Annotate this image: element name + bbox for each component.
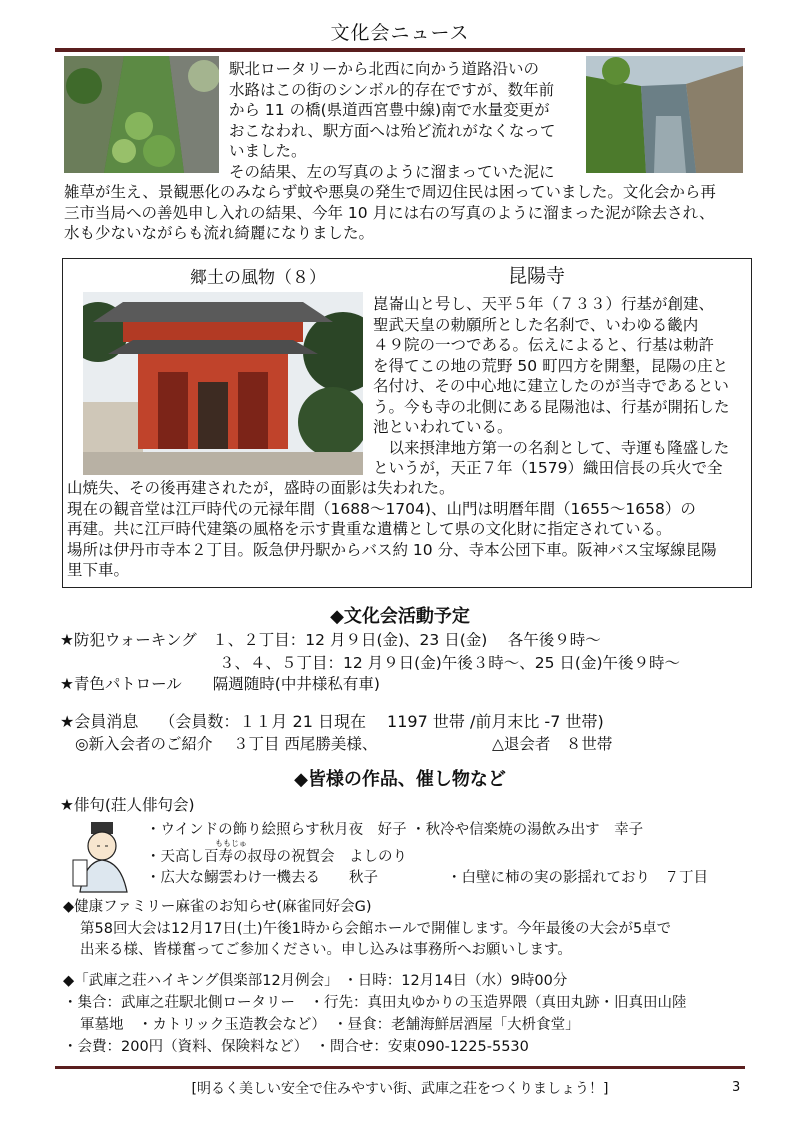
haiku-3: ・広大な鰯雲わけ一機去る 秋子 xyxy=(146,870,378,886)
patrol-walking-line-2: ３、４、５丁目：12 月９日(金)午後３時～、25 日(金)午後９時～ xyxy=(219,654,680,672)
canal-before-photo xyxy=(64,56,219,173)
news-paragraph-1: 駅北ロータリーから北西に向かう道路沿いの 水路はこの街のシンボル的存在ですが、数年前 から 11 の橋(県道西宮豊中線)南で水量変更が おこなわれ、駅方面へは殆ど流れがなくなって いました。 その結果、左の写真のように溜まっていた泥に xyxy=(229,60,556,181)
hiking-line-1: ◆「武庫之荘ハイキング倶楽部12月例会」 ・日時：12月14日（水）9時00分 xyxy=(63,973,568,989)
mahjong-line-2: 出来る様、皆様奮ってご参加ください。申し込みは事務所へお願いします。 xyxy=(80,942,572,958)
page-title: 文化会ニュース xyxy=(330,22,470,44)
blue-patrol-line: ★青色パトロール 隔週随時(中井様私有車) xyxy=(60,675,380,693)
works-heading: ◆皆様の作品、催し物など xyxy=(294,769,506,790)
hiking-line-2: ・集合：武庫之荘駅北側ロータリー ・行先：真田丸ゆかりの玉造界隈（真田丸跡・旧真田山陸 xyxy=(63,995,687,1011)
temple-text-1: 崑崙山と号し、天平５年（７３３）行基が創建、 聖武天皇の勅願所とした名刹で、いわゆる畿内 ４９院の一つである。伝えによると、行基は勅許 を得てこの地の荒野 50 町四方を開墾，昆陽の庄と 名付け、その中心地に建立したのが当寺であるとい う。今も寺の北側にある昆陽池は、行基が開拓した 池といわれている。 以来摂津地方第一の名刹として、寺運も隆盛した というが，天正７年（1579）織田信長の兵火で全 xyxy=(373,295,730,477)
news-paragraph-2: 雑草が生え、景観悪化のみならず蚊や悪臭の発生で周辺住民は困っていました。文化会から再 三市当局への善処申し入れの結果、今年 10 月には右の写真のように溜まった泥が除去され、 水も少ないながらも流れ綺麗になりました。 xyxy=(64,183,716,242)
footer-slogan: [明るく美しい安全で住みやすい街、武庫之荘をつくりましょう！] xyxy=(191,1081,609,1097)
haiku-ruby: ももじゅ xyxy=(215,839,247,848)
members-line: ★会員消息 （会員数：１１月 21 日現在 1197 世帯 /前月末比 -7 世帯) xyxy=(60,712,604,731)
hiking-line-3: 軍墓地 ・カトリック玉造教会など） ・昼食：老舗海鮮居酒屋「大枡食堂」 xyxy=(80,1017,580,1033)
page-number: 3 xyxy=(732,1080,741,1095)
haiku-title: ★俳句(荘人俳句会) xyxy=(60,796,195,814)
haiku-4: ・白壁に柿の実の影揺れており ７丁目 xyxy=(447,870,708,886)
title-rule xyxy=(55,48,745,52)
temple-photo xyxy=(83,292,363,475)
haiku-1: ・ウインドの飾り絵照らす秋月夜 好子 ・秋冷や信楽焼の湯飲み出す 幸子 xyxy=(146,822,644,838)
temple-text-2: 山焼失、その後再建されたが，盛時の面影は失われた。 現在の観音堂は江戸時代の元禄年間（1688～1704)、山門は明暦年間（1655～1658）の 再建。共に江戸時代建築の風格を示す貴重な遺構として県の文化財に指定されている。 場所は伊丹市寺本２丁目。阪急伊丹駅からバス約 10 分、寺本公団下車。阪神バス宝塚線昆陽 里下車。 xyxy=(67,479,717,579)
canal-after-photo xyxy=(586,56,743,173)
patrol-walking-line: ★防犯ウォーキング １、２丁目：12 月９日(金)、23 日(金) 各午後９時～ xyxy=(60,631,601,649)
footer-rule xyxy=(55,1066,745,1069)
hiking-line-4: ・会費：200円（資料、保険料など） ・問合せ：安東090-1225-5530 xyxy=(63,1039,529,1055)
haiku-2: ・天高し百寿の叔母の祝賀会 よしのり xyxy=(146,849,407,865)
mahjong-title: ◆健康ファミリー麻雀のお知らせ(麻雀同好会G) xyxy=(63,899,372,915)
local-place-name: 昆陽寺 xyxy=(508,265,566,287)
withdrawn-members: △退会者 ８世帯 xyxy=(492,735,613,753)
mahjong-line-1: 第58回大会は12月17日(土)午後1時から会館ホールで開催します。今年最後の大会が5卓で xyxy=(80,921,672,937)
haiku-poet-illustration xyxy=(65,820,140,895)
new-members-line: ◎新入会者のご紹介 ３丁目 西尾勝美様、 xyxy=(75,735,378,753)
schedule-heading: ◆文化会活動予定 xyxy=(330,606,470,627)
local-series-title: 郷土の風物（８） xyxy=(190,268,326,288)
